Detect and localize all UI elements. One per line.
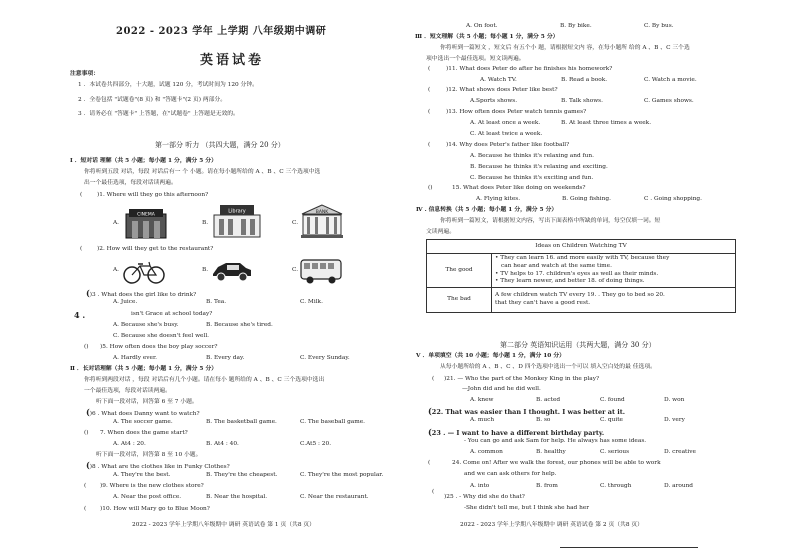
q2-bracket: (	[80, 246, 83, 252]
q23-option-d: D. creative	[664, 449, 696, 455]
q13-option-a: A. At least once a week.	[470, 120, 541, 126]
q9-bracket: (	[84, 483, 87, 489]
q25-line-2: -She didn't tell me, but I think she had her	[464, 505, 590, 511]
q6-option-b: B. The basketball game.	[206, 419, 277, 425]
info-table	[426, 239, 736, 313]
bus-picture	[298, 257, 344, 285]
q9-text: )9. Where is the new clothes store?	[100, 483, 204, 489]
bank-picture	[298, 203, 346, 239]
bicycle-picture	[122, 258, 166, 284]
q14-option-b: B. Because he thinks it's relaxing and exciting.	[470, 164, 608, 170]
page1-footer: 2022 - 2023 学年上学期八年级期中 调研 英语试卷 第 1 页（共8 页）	[132, 522, 315, 528]
q2-text: )2. How will they get to the restaurant?	[97, 246, 214, 252]
q21-option-d: D. won	[664, 397, 685, 403]
q6-option-a: A. The soccer game.	[113, 419, 173, 425]
q10-bracket: (	[84, 506, 87, 512]
section2-title: Ⅱ ．长对话理解（共 5 小题；每小题 1 分，满分 5 分）	[70, 366, 218, 372]
q11-bracket: (	[428, 66, 431, 72]
q5-bracket: ()	[84, 344, 89, 350]
q3-option-a: A. Juice.	[113, 299, 138, 305]
section3-instruction-2: 项中选出一个最佳选项。短文读两遍。	[426, 56, 525, 62]
q11-option-c: C. Watch a movie.	[644, 77, 697, 83]
cinema-sign: CINEMA	[137, 212, 155, 218]
section3-title: Ⅲ ．短文理解（共 5 小题；每小题 1 分，满分 5 分）	[415, 34, 559, 40]
q5-option-a: A. Hardly ever.	[113, 355, 157, 361]
q15-option-a: A. Flying kites.	[476, 196, 521, 202]
q23-option-c: C. serious	[600, 449, 630, 455]
q24-option-c: C. through	[600, 483, 632, 489]
q12-option-a: A.Sports shows.	[470, 98, 518, 104]
q7-text: 7. When does the game start?	[100, 430, 188, 436]
q13-option-b: B. At least three times a week.	[561, 120, 652, 126]
q6-text: ()6 . What does Danny want to watch?	[86, 407, 200, 417]
q7-option-c: C.At5 : 20.	[300, 441, 332, 447]
q21-answer-line: —John did and he did well.	[462, 386, 541, 392]
q15-text: 15. What does Peter like doing on weekends?	[452, 185, 586, 191]
table-title: Ideas on Children Watching TV	[427, 240, 736, 254]
subject-title: 英语试卷	[200, 53, 265, 68]
section2-instruction: 你将听到两段对话 ，每段 对话后有几个小题。请在每小 题所给的 A 、B 、C 三个选项中选出	[84, 377, 325, 383]
library-sign: Library	[228, 208, 246, 215]
q24-text: 24. Come on! After we walk the forest, our phones will be able to work	[452, 460, 661, 466]
section1-title: Ⅰ ．短对话 理解（共 5 小题；每小题 1 分，满分 5 分）	[70, 158, 217, 164]
q23-line-2: - You can go and ask Sam for help. He always has some ideas.	[464, 438, 647, 444]
bad-line-2: that they can't have a good rest.	[495, 300, 591, 307]
good-line-4: • They learn newer, and better 18. of doing things.	[495, 278, 645, 285]
q21-option-c: C. found	[600, 397, 625, 403]
page2-footer: 2022 - 2023 学年上学期八年级期中 调研 英语试卷 第 2 页（共8 页）	[460, 522, 643, 528]
table-row-good-content	[492, 254, 736, 288]
q24-bracket: (	[428, 460, 431, 466]
q13-bracket: (	[428, 109, 431, 115]
bad-line-1: A few children watch TV every 19. . They go to bed so 20.	[495, 292, 665, 299]
bottom-rule	[560, 547, 698, 548]
q21-option-a: A. knew	[470, 397, 494, 403]
q2-option-b: B.	[202, 267, 209, 273]
q9-option-c: C. Near the restaurant.	[300, 494, 369, 500]
q21-option-b: B. acted	[536, 397, 561, 403]
section4-title: Ⅳ . 信息转换（共 5 小题；每小题 1 分，满分 5 分）	[416, 207, 558, 213]
library-picture	[212, 203, 262, 239]
q12-option-c: C. Games shows.	[644, 98, 694, 104]
q10-text: )10. How will Mary go to Blue Moon?	[100, 506, 210, 512]
section1-instruction: 你将听到五段 对话，每段 对话后有一 个 小题。请在每小题所给的 A 、B 、C 三个选项中选	[84, 169, 321, 175]
q6-option-c: C. The baseball game.	[300, 419, 366, 425]
q25-bracket: (	[432, 489, 435, 495]
q1-option-a: A.	[113, 220, 120, 226]
notes-title: 注意事项：	[70, 71, 99, 77]
q12-bracket: (	[428, 87, 431, 93]
q21-text: )21. — Who the part of the Monkey King in the play?	[444, 376, 600, 382]
q7-bracket: ()	[84, 430, 89, 436]
section1-instruction-2: 出一个最佳选项，每段对话读两遍。	[84, 180, 177, 186]
bank-sign: BANK	[315, 210, 329, 215]
q12-option-b: B. Talk shows.	[561, 98, 604, 104]
q9-option-a: A. Near the post office.	[113, 494, 182, 500]
q12-text: )12. What shows does Peter like best?	[446, 87, 558, 93]
section3-instruction: 你将听到一篇短文 ，短文后 有五个小 题，请根据短文内 容，在每小题所 给的 A 、B 、C 三个选	[440, 45, 690, 51]
q1-option-b: B.	[202, 220, 209, 226]
q4-option-a: A. Because she's busy.	[113, 322, 179, 328]
q15-bracket: ()	[428, 185, 433, 191]
q7-option-a: A. At4 : 20.	[113, 441, 146, 447]
cinema-picture	[124, 205, 168, 239]
q11-option-a: A. Watch TV.	[480, 77, 517, 83]
q13-option-c: C. At least twice a week.	[470, 131, 543, 137]
q23-text: (23 . — I want to have a different birthday party.	[428, 427, 605, 437]
q13-text: )13. How often does Peter watch tennis games?	[446, 109, 587, 115]
q22-option-b: B. so	[536, 417, 551, 423]
note-3: 3 ．请务必在 "答题卡" 上答题，在"试题卷" 上答题是无效的。	[78, 111, 239, 117]
q7-option-b: B. At4 : 40.	[206, 441, 239, 447]
q14-text: )14. Why does Peter's father like football?	[446, 142, 570, 148]
car-picture	[210, 259, 254, 283]
note-2: 2 ．全卷包括 "试题卷"(8 页) 和 "答题卡"(2 页) 两部分。	[78, 97, 227, 103]
q9-option-b: B. Near the hospital.	[206, 494, 268, 500]
q10-option-c: C. By bus.	[644, 23, 674, 29]
q23-option-a: A. common	[470, 449, 503, 455]
q4-option-c: C. Because she doesn't feel well.	[113, 333, 210, 339]
q23-option-b: B. healthy	[536, 449, 566, 455]
q14-option-c: C. Because he thinks it's exciting and fun.	[470, 175, 594, 181]
q11-option-b: B. Read a book.	[561, 77, 608, 83]
q10-option-a: A. On foot.	[466, 23, 498, 29]
q8-option-b: B. They're the cheapest.	[206, 472, 278, 478]
section4-instruction: 你将听到一篇短文，请根据短文内容，写出下面表格中所缺的单词，每空仅填一词。短	[440, 218, 661, 224]
q10-option-b: B. By bike.	[560, 23, 592, 29]
q4-option-b: B. Because she's tired.	[206, 322, 273, 328]
q22-text: (22. That was easier than I thought. I was better at it.	[428, 406, 626, 416]
q8-option-a: A. They're the best.	[113, 472, 171, 478]
part1-title: 第一部分 听力 （共四大题，满分 20 分）	[155, 141, 285, 149]
q24-line-2: and we can ask others for help.	[464, 471, 557, 477]
q22-option-c: C. quite	[600, 417, 623, 423]
part2-title: 第二部分 英语知识运用（共两大题，满分 30 分）	[500, 341, 656, 349]
q5-option-c: C. Every Sunday.	[300, 355, 350, 361]
q14-bracket: (	[428, 142, 431, 148]
q25-text: )25 . - Why did she do that?	[444, 494, 525, 500]
q3-option-c: C. Milk.	[300, 299, 323, 305]
section2-instruction-2: 一个最佳选项，每段对话读两遍。	[84, 388, 171, 394]
q4-text: isn't Grace at school today?	[131, 311, 213, 317]
q14-option-a: A. Because he thinks it's relaxing and fun.	[470, 153, 594, 159]
q8-option-c: C. They're the most popular.	[300, 472, 384, 478]
good-line-3: • TV helps to 17. children's eyes as well as their minds.	[495, 270, 659, 277]
q11-text: )11. What does Peter do after he finishes his homework?	[446, 66, 613, 72]
good-line-2: can hear and watch at the same time.	[501, 262, 612, 269]
note-1: 1 ．本试卷共四部分，十大题，试题 120 分，考试时间为 120 分钟。	[78, 82, 258, 88]
q5-text: )5. How often does the boy play soccer?	[100, 344, 218, 350]
q22-option-a: A. much	[470, 417, 495, 423]
q21-bracket: (	[432, 376, 435, 382]
table-row-bad-content	[492, 288, 736, 313]
q15-option-b: B. Going fishing.	[562, 196, 611, 202]
exam-header-title: 2022 - 2023 学年 上学期 八年级期中调研	[116, 26, 327, 37]
table-row-good-label: The good	[427, 254, 492, 288]
q1-option-c: C.	[292, 220, 299, 226]
good-line-1: • They can learn 16. and more easily with TV, because they	[495, 255, 670, 261]
q1-text: )1. Where will they go this afternoon?	[97, 192, 209, 198]
section4-instruction-2: 文读两遍。	[426, 229, 455, 235]
q4-number: 4 .	[74, 310, 86, 320]
section2-instruction-3: 听下面一段对话，回答第 6 至 7 小题。	[96, 399, 198, 405]
q24-option-d: D. around	[664, 483, 694, 489]
section5-instruction: 从每小题所给的 A 、B 、C 、D 四个选项中选出一个可以 填入空白处的最 佳选项。	[440, 364, 656, 370]
q22-option-d: D. very	[664, 417, 685, 423]
q2-option-a: A.	[113, 267, 120, 273]
section2-instruction-4: 听下面一段对话，回答第 8 至 10 小题。	[96, 452, 202, 458]
q24-option-b: B. from	[536, 483, 558, 489]
q8-text: ()8 . What are the clothes like in Funky Clothes?	[86, 460, 230, 470]
q3-text: ()3 . What does the girl like to drink?	[86, 288, 197, 298]
q2-option-c: C.	[292, 267, 299, 273]
q1-bracket: (	[80, 192, 83, 198]
table-row-bad-label: The bad	[427, 288, 492, 313]
q15-option-c: C . Going shopping.	[644, 196, 702, 202]
q5-option-b: B. Every day.	[206, 355, 245, 361]
q24-option-a: A. into	[470, 483, 490, 489]
q3-option-b: B. Tea.	[206, 299, 227, 305]
section5-title: Ⅴ ．单项填空（共 10 小题；每小题 1 分，满分 10 分）	[416, 353, 565, 359]
